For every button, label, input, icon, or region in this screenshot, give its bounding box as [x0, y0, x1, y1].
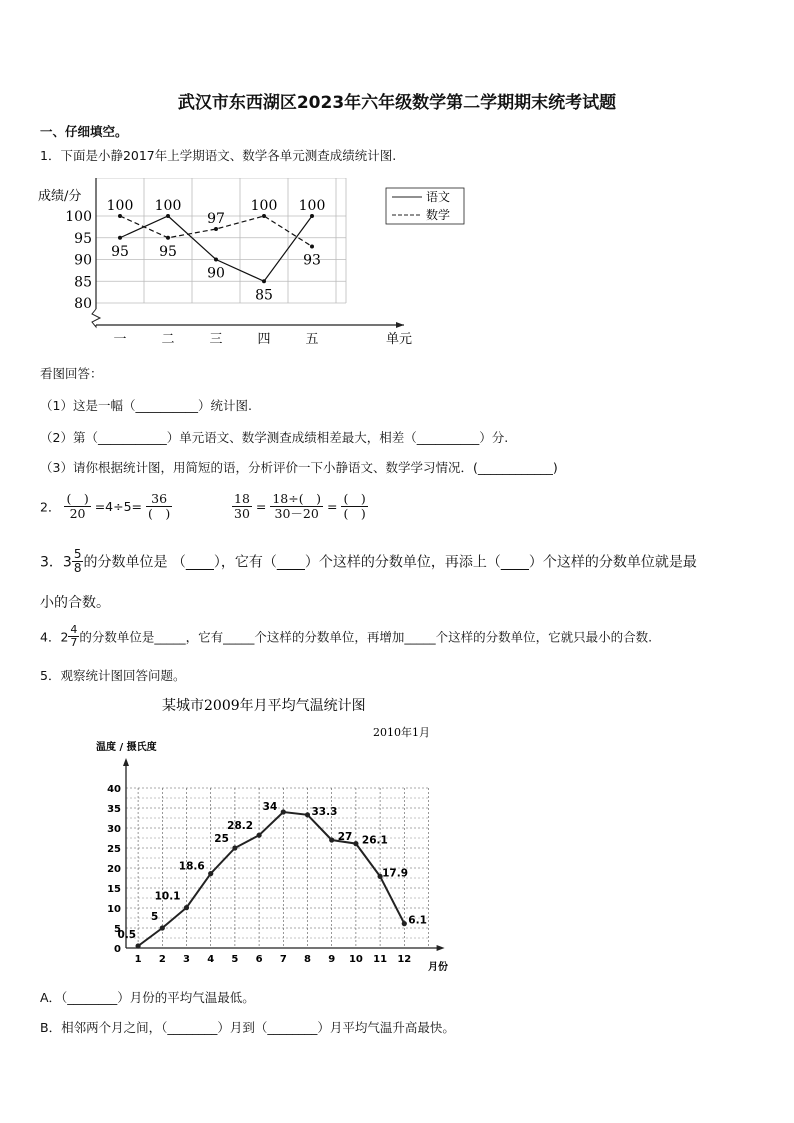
- data-label: 18.6: [178, 860, 205, 873]
- y-tick-label: 35: [107, 804, 121, 815]
- section-heading: 一、仔细填空。: [40, 124, 128, 139]
- question-3-label: 3．3: [40, 554, 72, 571]
- y-tick-label: 40: [107, 784, 121, 795]
- question-4: [40, 624, 652, 649]
- x-tick-label: 9: [328, 954, 336, 965]
- x-tick-label: 6: [255, 954, 263, 965]
- x-tick-label: 1: [134, 954, 142, 965]
- legend-chinese: 语文: [426, 190, 451, 204]
- x-tick-label: 四: [257, 332, 271, 347]
- data-point: [166, 236, 170, 240]
- y-tick-label: 80: [74, 296, 92, 312]
- x-tick-label: 三: [209, 332, 223, 347]
- data-point: [262, 214, 266, 218]
- y-tick-label: 85: [74, 274, 92, 291]
- question-5-b: B．相邻两个月之间，（________）月到（________）月平均气温升高最快。: [40, 1020, 455, 1035]
- question-1-2: （2）第（___________）单元语文、数学测查成绩相差最大，相差（__________）分.: [40, 430, 509, 445]
- data-point: [310, 244, 314, 248]
- data-label-chinese: 85: [255, 287, 273, 304]
- x-tick-label: 11: [373, 954, 388, 965]
- equals-sign: =: [326, 498, 338, 514]
- page-title: 武汉市东西湖区2023年六年级数学第二学期期末统考试题: [177, 93, 617, 113]
- legend-math: 数学: [426, 208, 451, 222]
- data-label: 33.3: [311, 805, 338, 818]
- fraction-blank-blank: $\frac{( )}{( )}$: [343, 491, 366, 521]
- data-label-math: 95: [159, 243, 177, 260]
- data-label-math: 100: [106, 198, 134, 214]
- y-axis-label: 温度 / 摄氏度: [96, 742, 157, 753]
- look-prompt: 看图回答：: [40, 366, 103, 381]
- y-axis-label: 成绩/分: [38, 189, 82, 204]
- data-point: [160, 925, 165, 930]
- data-point: [305, 812, 310, 817]
- data-point: [118, 236, 122, 240]
- question-2-label: 2．: [40, 499, 61, 515]
- x-axis-label: 单元: [386, 332, 413, 347]
- question-2: [40, 492, 172, 521]
- fraction-36-blank: $\frac{36}{( )}$: [148, 491, 171, 521]
- chart-title: 某城市2009年月平均气温统计图: [162, 698, 366, 714]
- data-label: 34: [262, 801, 278, 813]
- data-point: [310, 214, 314, 218]
- data-point: [329, 837, 334, 842]
- data-label: 28.2: [227, 820, 254, 833]
- data-point: [118, 214, 122, 218]
- x-axis-arrow: [396, 322, 404, 328]
- x-tick-label: 2: [158, 954, 166, 965]
- data-point: [214, 258, 218, 262]
- question-3-line2: 小的合数。: [40, 595, 110, 611]
- series-line-temperature: [138, 812, 404, 946]
- y-axis-arrow: [123, 758, 129, 766]
- data-label: 26.1: [361, 834, 388, 847]
- data-label: 27: [337, 831, 353, 843]
- data-point: [257, 833, 262, 838]
- x-tick-label: 10: [348, 954, 363, 965]
- data-point: [208, 871, 213, 876]
- data-label-chinese: 90: [207, 265, 225, 282]
- x-tick-label: 二: [161, 332, 175, 347]
- y-tick-label: 25: [107, 844, 121, 855]
- chart-legend: [386, 188, 464, 224]
- y-tick-label: 30: [107, 824, 121, 835]
- x-tick-label: 五: [305, 332, 319, 347]
- question-1: 1．下面是小静2017年上学期语文、数学各单元测查成绩统计图.: [40, 148, 397, 163]
- fraction-4-7: $\frac{4}{7}$: [70, 623, 78, 650]
- temperature-line-chart: [90, 690, 490, 980]
- data-point: [232, 845, 237, 850]
- x-tick-label: 12: [397, 954, 412, 965]
- question-3-text: 的分数单位是 （____），它有（____）个这样的分数单位，再添上（____）个这样的分数单位就是最: [83, 554, 697, 571]
- data-label: 17.9: [382, 867, 409, 880]
- y-tick-label: 100: [65, 209, 92, 225]
- y-tick-label: 10: [107, 904, 121, 915]
- data-point: [281, 809, 286, 814]
- equals-sign: =: [255, 498, 267, 514]
- data-point: [402, 921, 407, 926]
- data-label-chinese: 95: [111, 243, 129, 260]
- data-label: 10.1: [154, 890, 181, 903]
- x-tick-label: 3: [183, 954, 190, 965]
- data-label-math: 97: [207, 211, 225, 228]
- data-point: [184, 905, 189, 910]
- x-tick-label: 8: [304, 954, 311, 965]
- data-label: 0.5: [117, 929, 137, 941]
- axis-break-mark: [92, 309, 100, 327]
- data-label-chinese: 100: [154, 198, 182, 214]
- data-point: [136, 943, 141, 948]
- question-3: [40, 548, 697, 575]
- fraction-blank-20: $\frac{( )}{20}$: [66, 491, 89, 521]
- data-label-math: 93: [303, 252, 321, 269]
- fraction-5-8: $\frac{5}{8}$: [73, 547, 82, 576]
- y-tick-label: 0: [114, 944, 121, 955]
- data-point: [262, 279, 266, 283]
- fraction-18-30: $\frac{18}{30}$: [234, 491, 250, 521]
- question-2-part2: [232, 492, 368, 521]
- division-text: =4÷5=: [94, 498, 143, 514]
- x-tick-label: 一: [113, 332, 127, 347]
- score-line-chart: [36, 178, 476, 350]
- data-point: [353, 841, 358, 846]
- y-tick-label: 20: [107, 864, 121, 875]
- question-1-1: （1）这是一幅（__________）统计图.: [40, 398, 252, 413]
- data-label-math: 100: [250, 198, 278, 214]
- question-5-a: A．（________）月份的平均气温最低。: [40, 990, 255, 1005]
- chart-subtitle: 2010年1月: [373, 726, 430, 739]
- data-label: 5: [150, 911, 159, 923]
- data-label-chinese: 100: [298, 198, 326, 214]
- x-axis-label: 月份: [428, 962, 448, 973]
- question-4-label: 4．2: [40, 629, 69, 645]
- y-tick-label: 95: [74, 230, 92, 247]
- data-label: 6.1: [408, 914, 427, 927]
- question-5: 5．观察统计图回答问题。: [40, 668, 186, 683]
- data-label: 25: [214, 833, 229, 845]
- y-tick-label: 90: [74, 252, 92, 269]
- y-tick-label: 5: [114, 924, 121, 935]
- data-point: [214, 227, 218, 231]
- y-tick-label: 15: [107, 884, 121, 895]
- fraction-division: $\frac{18\div( )}{30-20}$: [272, 491, 321, 521]
- x-tick-label: 5: [231, 954, 239, 965]
- data-point: [166, 214, 170, 218]
- question-4-text: 的分数单位是_____，它有_____个这样的分数单位，再增加_____个这样的分数单位，它就只最小的合数.: [79, 629, 653, 645]
- x-tick-label: 7: [279, 954, 287, 965]
- x-tick-label: 4: [207, 954, 215, 965]
- question-1-3: （3）请你根据统计图，用简短的语，分析评价一下小静语文、数学学习情况．(____________): [40, 460, 558, 475]
- x-axis-arrow: [437, 945, 445, 951]
